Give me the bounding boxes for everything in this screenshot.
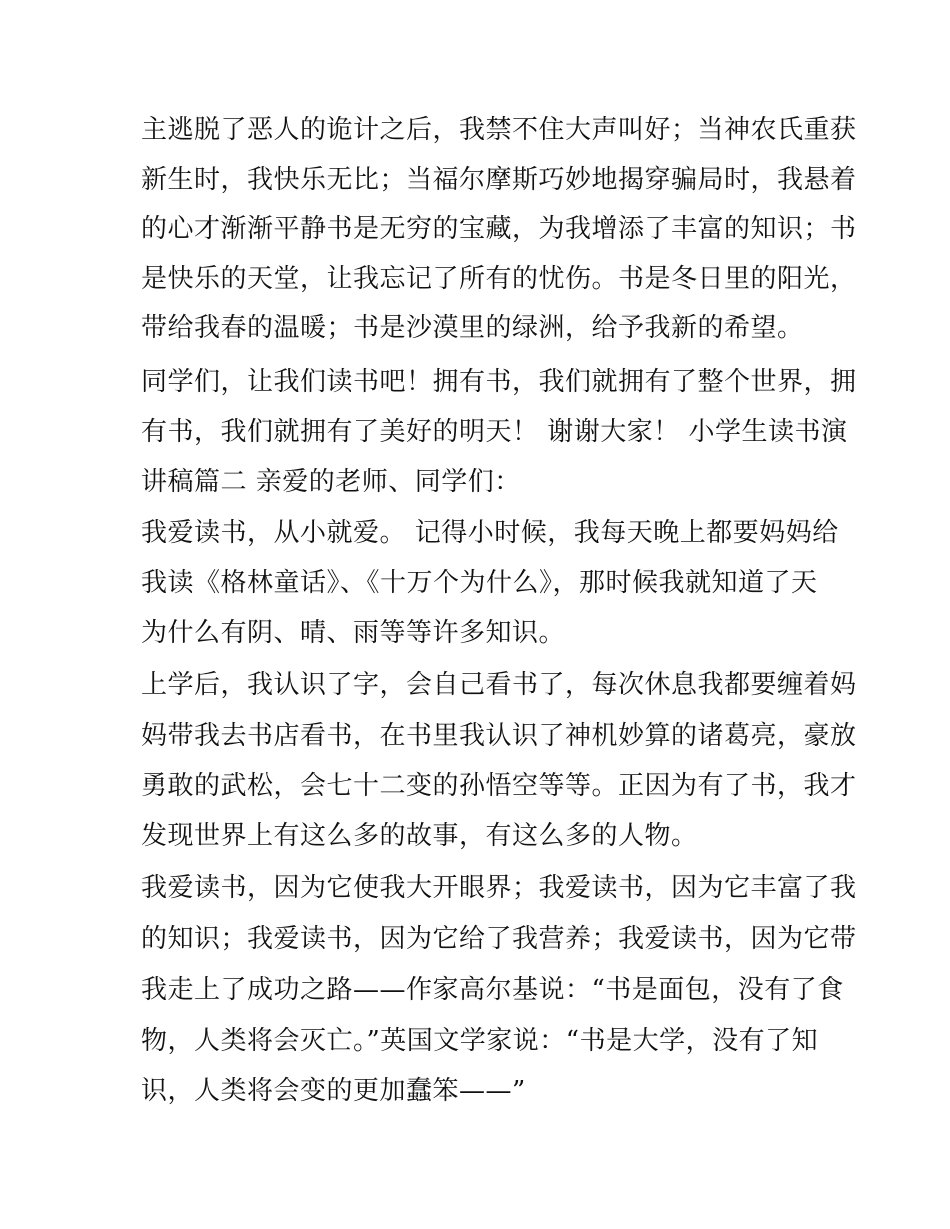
text-line: 勇敢的武松，会七十二变的孙悟空等等。正因为有了书，我才 [141, 771, 857, 801]
text-line: 识，人类将会变的更加蠢笨——” [141, 1076, 526, 1106]
text-line: 发现世界上有这么多的故事，有这么多的人物。 [141, 821, 698, 851]
text-line: 上学后，我认识了字，会自己看书了，每次休息我都要缠着妈 [141, 670, 857, 700]
text-line: 主逃脱了恶人的诡计之后，我禁不住大声叫好；当神农氏重获 [141, 115, 857, 145]
text-line: 有书，我们就拥有了美好的明天！ 谢谢大家！ 小学生读书演 [141, 417, 848, 447]
text-line: 我走上了成功之路——作家高尔基说：“书是面包，没有了食 [141, 975, 844, 1005]
text-line: 我读《格林童话》、《十万个为什么》，那时候我就知道了天 [141, 568, 818, 598]
text-line: 的心才渐渐平静书是无穷的宝藏，为我增添了丰富的知识；书 [141, 214, 857, 244]
text-line: 妈带我去书店看书，在书里我认识了神机妙算的诸葛亮，豪放 [141, 721, 857, 751]
text-line: 我爱读书，从小就爱。 记得小时候，我每天晚上都要妈妈给 [141, 518, 839, 548]
text-line: 带给我春的温暖；书是沙漠里的绿洲，给予我新的希望。 [141, 313, 804, 343]
text-line: 新生时，我快乐无比；当福尔摩斯巧妙地揭穿骗局时，我悬着 [141, 165, 857, 195]
text-line: 物，人类将会灭亡。”英国文学家说：“书是大学，没有了知 [141, 1026, 819, 1056]
text-line: 我爱读书，因为它使我大开眼界；我爱读书，因为它丰富了我 [141, 873, 857, 903]
text-line: 同学们，让我们读书吧！拥有书，我们就拥有了整个世界，拥 [141, 367, 857, 397]
text-line: 是快乐的天堂，让我忘记了所有的忧伤。书是冬日里的阳光， [141, 264, 857, 294]
text-line: 的知识；我爱读书，因为它给了我营养；我爱读书，因为它带 [141, 924, 857, 954]
text-line: 为什么有阴、晴、雨等等许多知识。 [141, 618, 566, 648]
text-line: 讲稿篇二 亲爱的老师、同学们： [141, 467, 521, 497]
